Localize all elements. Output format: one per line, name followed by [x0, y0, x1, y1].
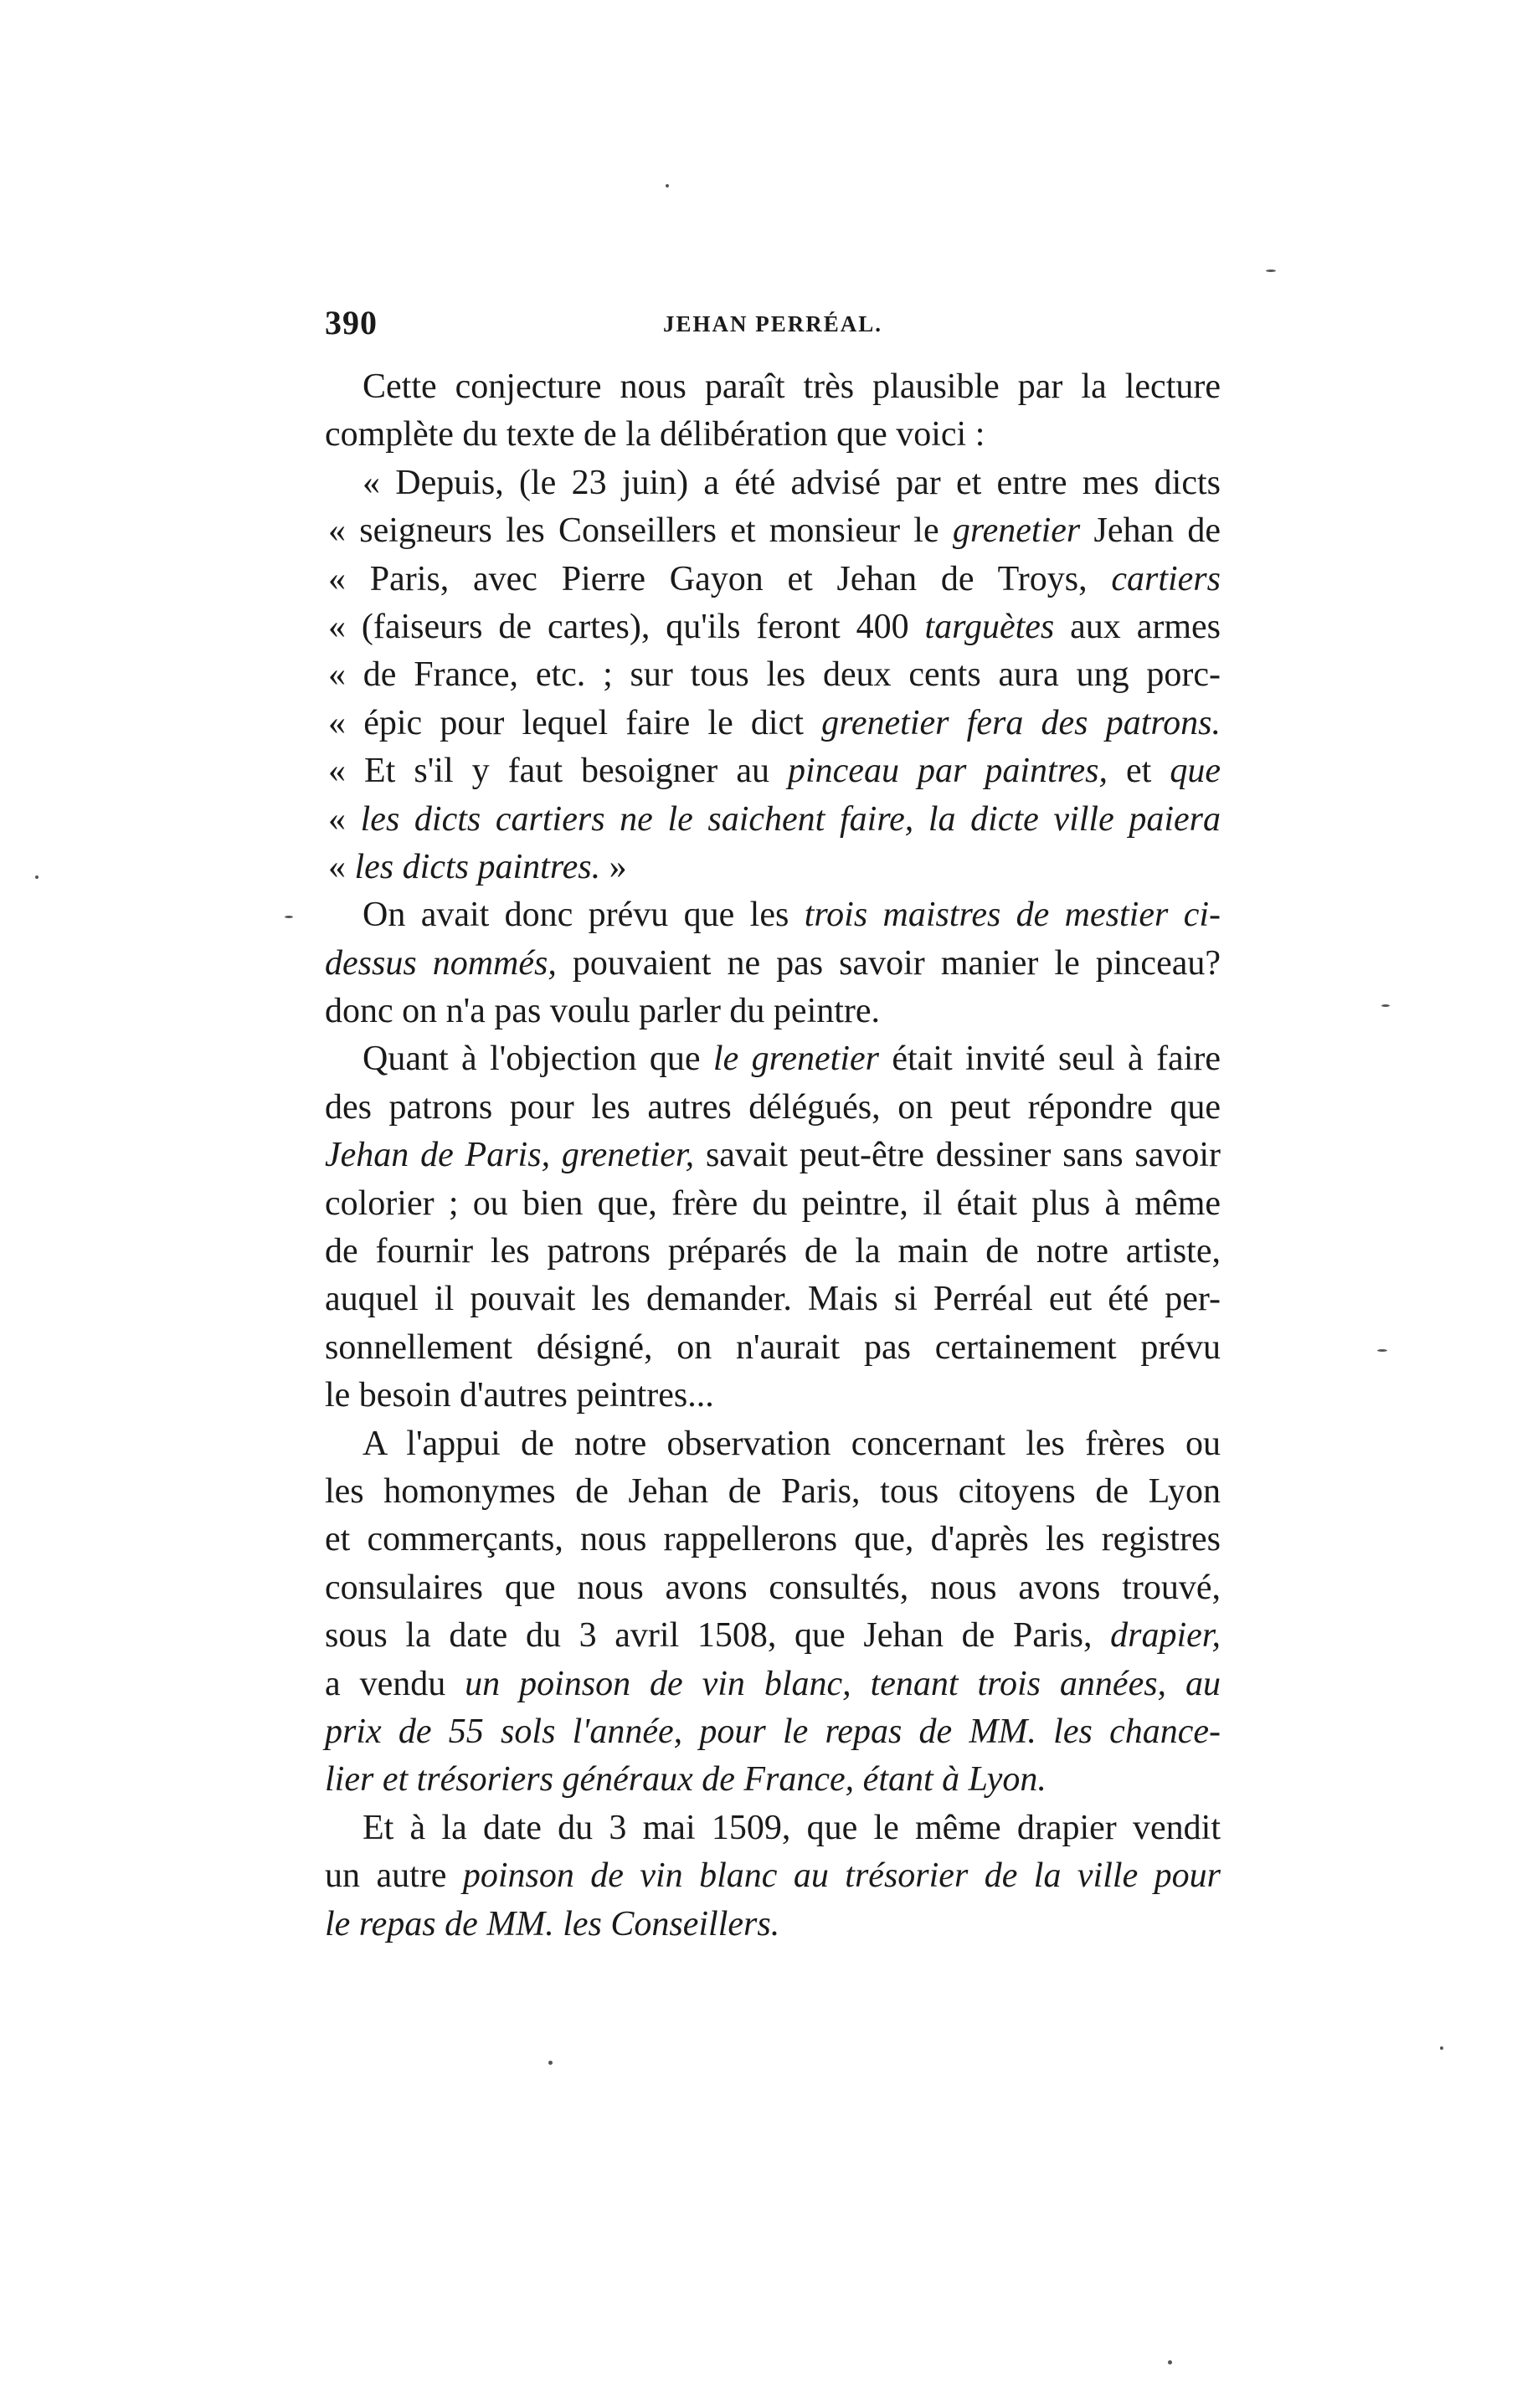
text-segment: le besoin d'autres peintres...: [325, 1376, 714, 1415]
scan-speck: [1168, 2360, 1172, 2364]
text-segment: a vendu: [325, 1664, 465, 1703]
text-line: [325, 1901, 1221, 1948]
italic-segment: que: [1170, 752, 1221, 791]
italic-segment: targuètes: [924, 607, 1055, 646]
text-line: [325, 1661, 1221, 1708]
italic-segment: prix de 55 sols l'année, pour le repas de MM. les chance-: [325, 1712, 1221, 1751]
text-line: [325, 556, 1221, 603]
text-line: [325, 747, 1221, 795]
italic-segment: trois maistres de mestier ci-: [804, 896, 1221, 935]
text-line: [325, 700, 1221, 747]
text-segment: « épic pour lequel faire le dict: [328, 703, 822, 742]
italic-segment: pinceau par paintres,: [788, 752, 1108, 791]
text-segment: « de France, etc. ; sur tous les deux cents aura ung porc-: [328, 655, 1221, 695]
text-segment: et commerçants, nous rappellerons que, d'après les registres: [325, 1520, 1221, 1559]
text-line: [325, 363, 1221, 411]
text-line: [325, 603, 1221, 651]
text-line: [325, 1084, 1221, 1132]
text-line: [325, 1420, 1221, 1468]
text-segment: auquel il pouvait les demander. Mais si Perréal eut été per-: [325, 1280, 1221, 1319]
running-title: JEHAN PERRÉAL.: [662, 311, 883, 336]
italic-segment: dessus nommés,: [325, 943, 557, 983]
scan-speck: [285, 916, 293, 918]
text-segment: donc on n'a pas voulu parler du peintre.: [325, 992, 881, 1031]
text-segment: de fournir les patrons préparés de la main de notre artiste,: [325, 1232, 1221, 1271]
text-segment: Cette conjecture nous paraît très plausible par la lecture: [363, 367, 1221, 406]
text-segment: sonnellement désigné, on n'aurait pas certainement prévu: [325, 1327, 1221, 1367]
body-text: [325, 363, 1221, 1948]
scan-speck: [1377, 1349, 1387, 1352]
text-line: [325, 1276, 1221, 1323]
scan-speck: [1440, 2046, 1443, 2050]
text-line: [325, 844, 1221, 891]
text-segment: « Paris, avec Pierre Gayon et Jehan de Troys,: [328, 559, 1112, 598]
text-line: [325, 891, 1221, 939]
page-number: 390: [325, 304, 378, 341]
text-segment: »: [600, 847, 627, 886]
text-line: [325, 1324, 1221, 1372]
text-segment: «: [328, 799, 361, 839]
text-segment: des patrons pour les autres délégués, on peut répondre que: [325, 1087, 1221, 1127]
text-segment: Quant à l'objection que: [363, 1040, 713, 1079]
text-line: [325, 940, 1221, 988]
text-segment: «: [328, 847, 355, 886]
text-line: [325, 1516, 1221, 1563]
text-line: [325, 1035, 1221, 1083]
scan-speck: [666, 184, 669, 187]
text-line: [325, 1228, 1221, 1276]
scan-speck: [35, 875, 39, 879]
text-segment: et: [1107, 752, 1170, 791]
text-line: [325, 460, 1221, 507]
text-segment: complète du texte de la délibération que voici :: [325, 415, 985, 454]
text-line: [325, 1805, 1221, 1852]
page-header: [325, 303, 1221, 353]
italic-segment: poinson de vin blanc au trésorier de la ville pour: [462, 1856, 1221, 1896]
italic-segment: grenetier fera des patrons.: [821, 703, 1221, 742]
text-segment: consulaires que nous avons consultés, nous avons trouvé,: [325, 1568, 1221, 1607]
italic-segment: cartiers: [1111, 559, 1221, 598]
text-segment: « Et s'il y faut besoigner au: [328, 752, 788, 791]
text-line: [325, 651, 1221, 699]
text-segment: les homonymes de Jehan de Paris, tous citoyens de Lyon: [325, 1471, 1221, 1511]
text-segment: Et à la date du 3 mai 1509, que le même drapier vendit: [363, 1808, 1221, 1847]
text-line: [325, 1132, 1221, 1179]
text-segment: savait peut-être dessiner sans savoir: [694, 1136, 1221, 1175]
italic-segment: les dicts paintres.: [354, 847, 601, 886]
text-line: [325, 988, 1221, 1035]
text-segment: Jehan de: [1080, 511, 1221, 551]
italic-segment: Jehan de Paris, grenetier,: [325, 1136, 695, 1175]
text-line: [325, 1372, 1221, 1420]
text-line: [325, 1180, 1221, 1228]
text-segment: A l'appui de notre observation concernant les frères ou: [363, 1424, 1221, 1463]
italic-segment: lier et trésoriers généraux de France, étant à Lyon.: [325, 1760, 1046, 1800]
scan-speck: [1381, 1004, 1390, 1007]
text-line: [325, 1852, 1221, 1900]
text-segment: « seigneurs les Conseillers et monsieur le: [328, 511, 953, 551]
text-segment: « Depuis, (le 23 juin) a été advisé par et entre mes dicts: [363, 463, 1221, 502]
text-line: [325, 507, 1221, 555]
text-segment: « (faiseurs de cartes), qu'ils feront 400: [328, 607, 925, 646]
text-line: [325, 1564, 1221, 1612]
text-line: [325, 1756, 1221, 1804]
text-line: [325, 1708, 1221, 1756]
text-line: [325, 1468, 1221, 1516]
italic-segment: un poinson de vin blanc, tenant trois années, au: [465, 1664, 1221, 1703]
text-segment: On avait donc prévu que les: [363, 896, 805, 935]
text-line: [325, 1612, 1221, 1660]
text-segment: pouvaient ne pas savoir manier le pinceau?: [556, 943, 1221, 983]
italic-segment: le grenetier: [712, 1040, 879, 1079]
italic-segment: les dicts cartiers ne le saichent faire, la dicte ville paiera: [360, 799, 1221, 839]
text-segment: aux armes: [1054, 607, 1221, 646]
text-line: [325, 796, 1221, 844]
scan-speck: [1266, 270, 1276, 272]
text-line: [325, 411, 1221, 459]
scan-speck: [548, 2061, 553, 2065]
italic-segment: le repas de MM. les Conseillers.: [325, 1904, 780, 1943]
italic-segment: drapier,: [1110, 1616, 1221, 1656]
text-segment: colorier ; ou bien que, frère du peintre, il était plus à même: [325, 1183, 1221, 1223]
italic-segment: grenetier: [952, 511, 1081, 551]
text-segment: était invité seul à faire: [879, 1040, 1221, 1079]
text-segment: sous la date du 3 avril 1508, que Jehan de Paris,: [325, 1616, 1111, 1656]
text-segment: un autre: [325, 1856, 463, 1896]
